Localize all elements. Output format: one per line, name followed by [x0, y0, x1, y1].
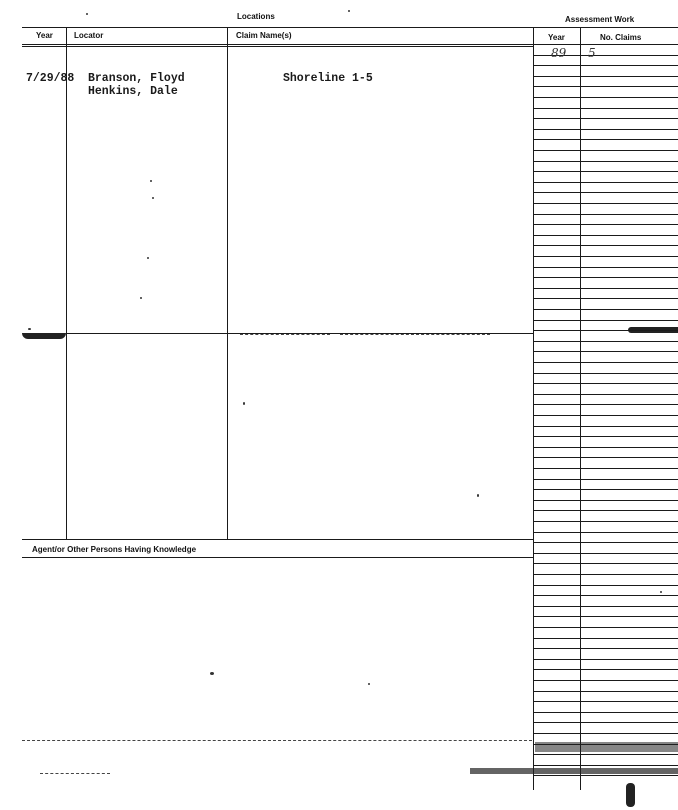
assessment-row-rule — [533, 203, 678, 204]
assessment-row-rule — [533, 192, 678, 193]
assessment-row-rule — [533, 775, 678, 776]
assessment-row-rule — [533, 447, 678, 448]
scan-speck — [140, 297, 142, 299]
scan-speck — [28, 328, 31, 330]
assessment-row-rule — [533, 553, 678, 554]
aw-year-value: 89 — [551, 46, 567, 60]
assessment-row-rule — [533, 362, 678, 363]
assessment-row-rule — [533, 500, 678, 501]
assessment-left-border — [533, 27, 534, 790]
assessment-row-rule — [533, 161, 678, 162]
assessment-row-rule — [533, 754, 678, 755]
assessment-row-rule — [533, 532, 678, 533]
assessment-column-divider — [580, 27, 581, 790]
assessment-row-rule — [533, 277, 678, 278]
assessment-row-rule — [533, 224, 678, 225]
scan-speck — [210, 672, 214, 675]
scan-speck — [150, 180, 152, 182]
scan-artifact-line — [22, 740, 532, 741]
aw-year-column-header: Year — [548, 33, 565, 42]
agent-section-header: Agent/or Other Persons Having Knowledge — [32, 545, 197, 554]
scan-artifact-line — [40, 773, 110, 774]
assessment-row-rule — [533, 415, 678, 416]
assessment-row-rule — [533, 585, 678, 586]
scan-speck — [660, 591, 662, 593]
assessment-row-rule — [533, 722, 678, 723]
assessment-row-rule — [533, 616, 678, 617]
scan-artifact-line — [340, 334, 490, 335]
assessment-row-rule — [533, 65, 678, 66]
assessment-row-rule — [533, 139, 678, 140]
assessment-row-rule — [533, 426, 678, 427]
assessment-row-rule — [533, 171, 678, 172]
assessment-row-rule — [533, 489, 678, 490]
fold-smudge-left — [22, 333, 66, 339]
agent-section-top-rule — [22, 539, 533, 540]
assessment-row-rule — [533, 733, 678, 734]
assessment-row-rule — [533, 214, 678, 215]
assessment-row-rule — [533, 521, 678, 522]
assessment-row-rule — [533, 574, 678, 575]
scan-speck — [152, 197, 154, 199]
assessment-row-rule — [533, 563, 678, 564]
scan-speck — [147, 257, 149, 259]
locations-header: Locations — [237, 12, 275, 21]
agent-section-header-rule — [22, 557, 533, 558]
assessment-row-rule — [533, 97, 678, 98]
assessment-row-rule — [533, 288, 678, 289]
assessment-row-rule — [533, 351, 678, 352]
assessment-row-rule — [533, 627, 678, 628]
scan-blotch — [626, 783, 635, 807]
assessment-row-rule — [533, 669, 678, 670]
scan-speck — [243, 402, 245, 405]
scan-speck — [86, 13, 88, 15]
entry-claim-names: Shoreline 1-5 — [283, 72, 373, 85]
assessment-row-rule — [533, 267, 678, 268]
assessment-row-rule — [533, 404, 678, 405]
assessment-row-rule — [533, 479, 678, 480]
assessment-row-rule — [533, 298, 678, 299]
year-column-header: Year — [36, 31, 53, 40]
scan-speck — [477, 494, 479, 497]
assessment-row-rule — [533, 648, 678, 649]
assessment-row-rule — [533, 680, 678, 681]
entry-year: 7/29/88 — [26, 72, 75, 85]
assessment-work-header: Assessment Work — [565, 15, 635, 24]
assessment-row-rule — [533, 86, 678, 87]
aw-no-claims-column-header: No. Claims — [600, 33, 642, 42]
assessment-row-rule — [533, 118, 678, 119]
assessment-row-rule — [533, 468, 678, 469]
entry-locator-1: Branson, Floyd — [88, 72, 185, 85]
locator-claims-divider — [227, 27, 228, 539]
assessment-row-rule — [533, 256, 678, 257]
assessment-row-rule — [533, 330, 678, 331]
assessment-row-rule — [533, 182, 678, 183]
assessment-row-rule — [533, 457, 678, 458]
assessment-row-rule — [533, 373, 678, 374]
scan-speck — [368, 683, 370, 685]
assessment-row-rule — [533, 638, 678, 639]
header-double-rule — [22, 46, 533, 47]
scan-artifact-line — [240, 334, 330, 335]
entry-locator-2: Henkins, Dale — [88, 85, 178, 98]
scan-blotch — [470, 768, 678, 774]
assessment-row-rule — [533, 44, 678, 45]
assessment-row-rule — [533, 76, 678, 77]
year-locator-divider — [66, 27, 67, 539]
assessment-row-rule — [533, 108, 678, 109]
assessment-row-rule — [533, 341, 678, 342]
assessment-row-rule — [533, 129, 678, 130]
aw-no-claims-value: 5 — [588, 46, 596, 60]
scan-speck — [348, 10, 350, 12]
locator-column-header: Locator — [74, 31, 104, 40]
assessment-row-rule — [533, 712, 678, 713]
assessment-row-rule — [533, 691, 678, 692]
assessment-row-rule — [533, 606, 678, 607]
assessment-row-rule — [533, 309, 678, 310]
assessment-row-rule — [533, 542, 678, 543]
assessment-row-rule — [533, 436, 678, 437]
assessment-row-rule — [533, 320, 678, 321]
assessment-row-rule — [533, 510, 678, 511]
assessment-row-rule — [533, 595, 678, 596]
assessment-row-rule — [533, 235, 678, 236]
assessment-row-rule — [533, 701, 678, 702]
assessment-row-rule — [533, 150, 678, 151]
assessment-row-rule — [533, 659, 678, 660]
assessment-row-rule — [533, 245, 678, 246]
header-bottom-rule — [22, 44, 533, 45]
assessment-row-rule — [533, 394, 678, 395]
assessment-row-rule — [533, 765, 678, 766]
claim-names-column-header: Claim Name(s) — [236, 31, 292, 40]
assessment-row-rule — [533, 383, 678, 384]
scan-blotch — [535, 742, 678, 752]
